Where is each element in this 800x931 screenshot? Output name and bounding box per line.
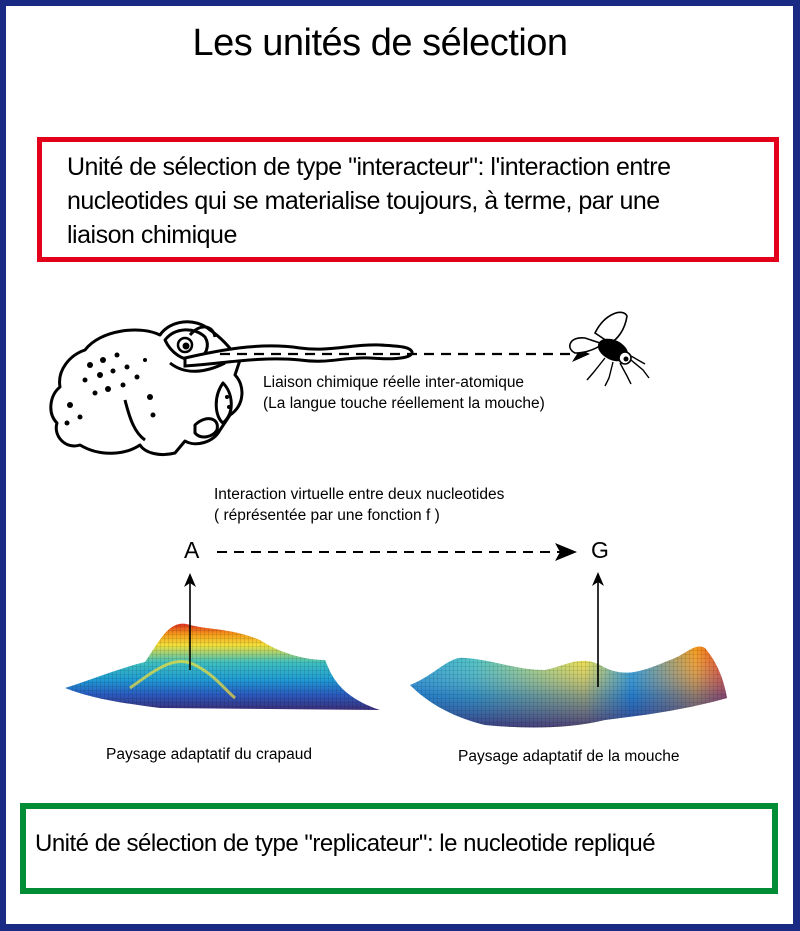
interactor-line-3: liaison chimique [67,221,237,249]
interaction-arrow [215,540,580,564]
fly-icon [565,308,655,388]
replicator-text: Unité de sélection de type "replicateur": le nucleotide repliqué [35,830,656,857]
toad-arrow-up [184,573,196,587]
page-title: Les unités de sélection [192,22,568,64]
interactor-line-2: nucleotides qui se materialise toujours, à terme, par une [67,187,660,215]
toad-icon [45,305,260,465]
virtual-interaction-caption [214,484,504,526]
nucleotide-g-label: G [591,537,609,563]
chemical-bond-caption-line-1: Liaison chimique réelle inter-atomique [263,374,525,391]
virtual-interaction-caption-line-2: ( réprésentée par une fonction f ) [214,507,440,524]
virtual-interaction-caption-line-1: Interaction virtuelle entre deux nucleotides [214,486,505,503]
chemical-bond-caption-line-2: (La langue touche réellement la mouche) [263,395,545,412]
interactor-line-1: Unité de sélection de type "interacteur": l'interaction entre [67,153,671,181]
toad-landscape-caption: Paysage adaptatif du crapaud [106,746,312,763]
fly-landscape-caption: Paysage adaptatif de la mouche [458,748,680,765]
chemical-bond-caption [263,372,545,414]
fly-fitness-landscape [405,630,735,730]
fly-arrow-up [592,572,604,687]
nucleotide-a-label: A [184,537,200,563]
interactor-definition-box [37,137,779,262]
replicator-definition-box [20,803,778,894]
toad-fitness-landscape [60,570,380,720]
